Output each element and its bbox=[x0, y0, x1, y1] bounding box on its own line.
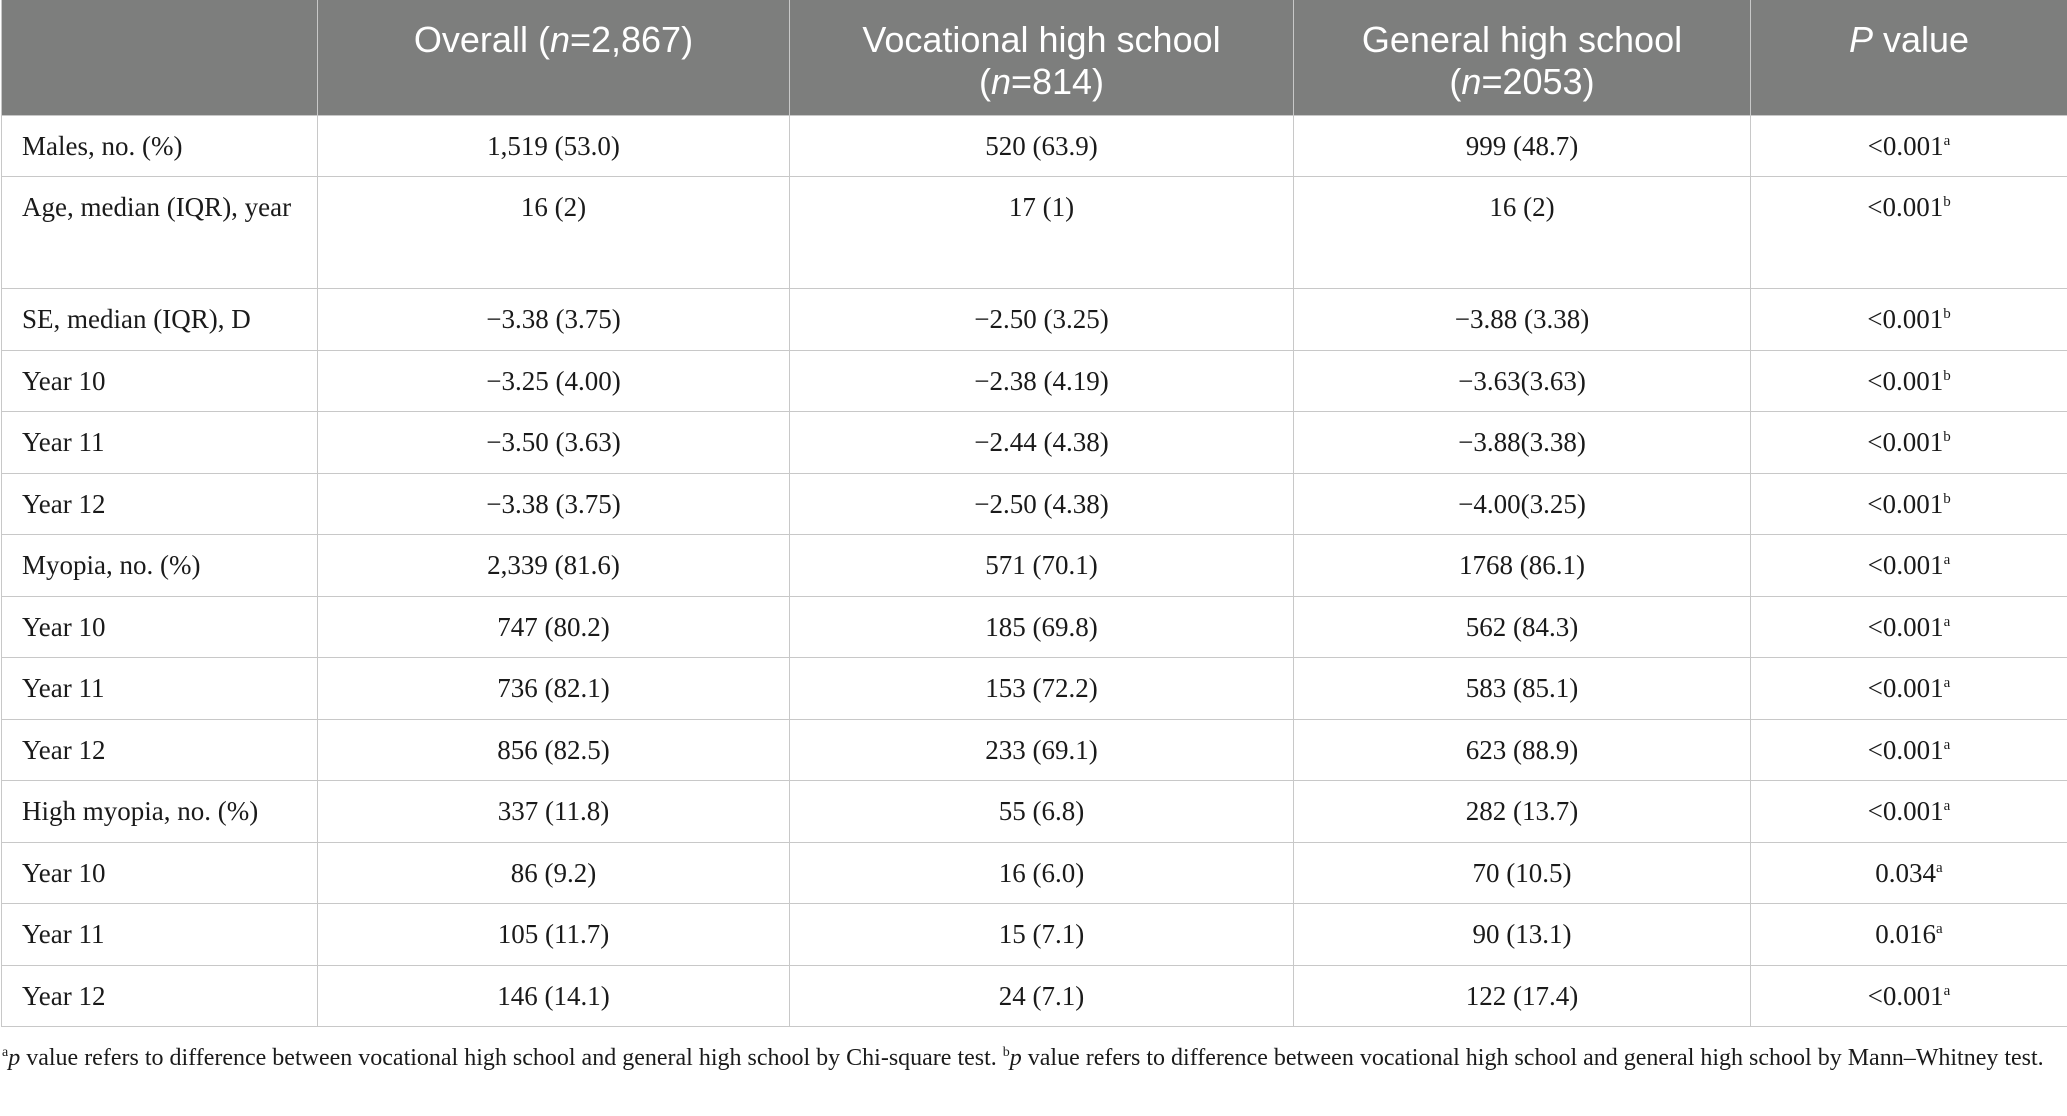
header-row bbox=[2, 0, 2067, 115]
p-value-text: <0.001 bbox=[1867, 673, 1944, 703]
header-vocational: Vocational high school (n=814) bbox=[790, 0, 1294, 115]
p-value-footnote-mark: b bbox=[1943, 429, 1951, 445]
row-label: Year 12 bbox=[2, 965, 318, 1027]
row-label: Myopia, no. (%) bbox=[2, 535, 318, 597]
p-value-text: <0.001 bbox=[1867, 427, 1944, 457]
p-value-footnote-mark: b bbox=[1943, 490, 1951, 507]
p-value-text: 0.034 bbox=[1875, 857, 1937, 888]
row-label: Year 10 bbox=[2, 596, 318, 658]
cell-vocational: 24 (7.1) bbox=[790, 965, 1294, 1027]
cell-general: 583 (85.1) bbox=[1294, 658, 1751, 720]
table-header bbox=[2, 0, 2067, 115]
p-value-text: <0.001 bbox=[1867, 980, 1944, 1011]
results-table bbox=[1, 0, 2067, 1027]
cell-vocational: 185 (69.8) bbox=[790, 596, 1294, 658]
cell-p-value bbox=[1751, 177, 2067, 289]
cell-overall: −3.38 (3.75) bbox=[318, 289, 790, 351]
cell-vocational: −2.50 (3.25) bbox=[790, 289, 1294, 351]
p-value-text: <0.001 bbox=[1867, 365, 1944, 396]
p-value-footnote-mark: a bbox=[1943, 132, 1951, 149]
table-row bbox=[2, 658, 2067, 720]
cell-overall: 337 (11.8) bbox=[318, 781, 790, 843]
cell-overall: −3.25 (4.00) bbox=[318, 350, 790, 412]
cell-general: −3.88 (3.38) bbox=[1294, 289, 1751, 351]
cell-general: 70 (10.5) bbox=[1294, 842, 1751, 904]
table-row bbox=[2, 842, 2067, 904]
cell-overall: 86 (9.2) bbox=[318, 842, 790, 904]
p-value-text: <0.001 bbox=[1867, 550, 1944, 580]
cell-vocational: −2.50 (4.38) bbox=[790, 473, 1294, 535]
cell-general: 16 (2) bbox=[1294, 177, 1751, 289]
cell-p-value bbox=[1751, 596, 2067, 658]
cell-vocational: 571 (70.1) bbox=[790, 535, 1294, 597]
p-value-footnote-mark: a bbox=[1943, 613, 1951, 630]
cell-overall: 856 (82.5) bbox=[318, 719, 790, 781]
row-label: Year 11 bbox=[2, 658, 318, 720]
cell-p-value bbox=[1751, 412, 2067, 474]
cell-p-value bbox=[1751, 965, 2067, 1027]
p-value-footnote-mark: a bbox=[1943, 736, 1951, 753]
p-value-footnote-mark: b bbox=[1943, 194, 1951, 210]
header-p-value: P value bbox=[1751, 0, 2067, 115]
table-row bbox=[2, 781, 2067, 843]
cell-vocational: −2.44 (4.38) bbox=[790, 412, 1294, 474]
p-value-text: <0.001 bbox=[1867, 130, 1944, 161]
cell-overall: −3.38 (3.75) bbox=[318, 473, 790, 535]
cell-overall: 16 (2) bbox=[318, 177, 790, 289]
row-label: Year 11 bbox=[2, 904, 318, 966]
p-value-footnote-mark: a bbox=[1943, 675, 1951, 691]
cell-p-value bbox=[1751, 535, 2067, 597]
table-row bbox=[2, 177, 2067, 289]
p-value-text: <0.001 bbox=[1867, 734, 1944, 765]
cell-vocational: 16 (6.0) bbox=[790, 842, 1294, 904]
p-value-footnote-mark: a bbox=[1936, 921, 1943, 937]
cell-overall: 146 (14.1) bbox=[318, 965, 790, 1027]
row-label: Year 12 bbox=[2, 719, 318, 781]
p-value-text: <0.001 bbox=[1867, 488, 1944, 519]
table-row bbox=[2, 115, 2067, 177]
cell-p-value bbox=[1751, 719, 2067, 781]
cell-overall: 2,339 (81.6) bbox=[318, 535, 790, 597]
table-row bbox=[2, 596, 2067, 658]
p-value-text: <0.001 bbox=[1867, 611, 1944, 642]
cell-p-value bbox=[1751, 289, 2067, 351]
row-label: Year 11 bbox=[2, 412, 318, 474]
cell-general: 90 (13.1) bbox=[1294, 904, 1751, 966]
cell-general: 562 (84.3) bbox=[1294, 596, 1751, 658]
table-row bbox=[2, 535, 2067, 597]
cell-general: 1768 (86.1) bbox=[1294, 535, 1751, 597]
table-row bbox=[2, 719, 2067, 781]
cell-vocational: 233 (69.1) bbox=[790, 719, 1294, 781]
row-label: Year 12 bbox=[2, 473, 318, 535]
cell-p-value bbox=[1751, 473, 2067, 535]
row-label: SE, median (IQR), D bbox=[2, 289, 318, 351]
row-label: High myopia, no. (%) bbox=[2, 781, 318, 843]
p-value-footnote-mark: a bbox=[1943, 552, 1951, 568]
p-value-text: <0.001 bbox=[1867, 796, 1944, 826]
table-footnote: $^a$p value refers to difference between vocational high school and general high school by Chi-square test. $^b$p value refers to difference between vocational high school and general high school by Mann–Whitney test. bbox=[2, 1045, 2044, 1071]
header-general: General high school (n=2053) bbox=[1294, 0, 1751, 115]
cell-p-value bbox=[1751, 350, 2067, 412]
cell-p-value bbox=[1751, 115, 2067, 177]
row-label: Year 10 bbox=[2, 842, 318, 904]
cell-overall: 105 (11.7) bbox=[318, 904, 790, 966]
p-value-footnote-mark: a bbox=[1943, 798, 1951, 814]
cell-vocational: 17 (1) bbox=[790, 177, 1294, 289]
cell-p-value bbox=[1751, 781, 2067, 843]
p-value-footnote-mark: a bbox=[1943, 982, 1951, 999]
header-label-column bbox=[2, 0, 318, 115]
cell-general: −3.63(3.63) bbox=[1294, 350, 1751, 412]
table-row bbox=[2, 289, 2067, 351]
cell-p-value bbox=[1751, 658, 2067, 720]
cell-vocational: 520 (63.9) bbox=[790, 115, 1294, 177]
cell-overall: −3.50 (3.63) bbox=[318, 412, 790, 474]
cell-p-value bbox=[1751, 842, 2067, 904]
cell-general: 999 (48.7) bbox=[1294, 115, 1751, 177]
cell-general: 282 (13.7) bbox=[1294, 781, 1751, 843]
cell-overall: 736 (82.1) bbox=[318, 658, 790, 720]
cell-vocational: 15 (7.1) bbox=[790, 904, 1294, 966]
table-row bbox=[2, 350, 2067, 412]
cell-general: 122 (17.4) bbox=[1294, 965, 1751, 1027]
cell-general: 623 (88.9) bbox=[1294, 719, 1751, 781]
table-body bbox=[2, 115, 2067, 1027]
p-value-footnote-mark: b bbox=[1943, 306, 1951, 322]
p-value-text: <0.001 bbox=[1867, 304, 1944, 334]
table-row bbox=[2, 473, 2067, 535]
row-label: Year 10 bbox=[2, 350, 318, 412]
cell-vocational: 153 (72.2) bbox=[790, 658, 1294, 720]
p-value-text: 0.016 bbox=[1875, 919, 1937, 949]
cell-overall: 747 (80.2) bbox=[318, 596, 790, 658]
cell-general: −3.88(3.38) bbox=[1294, 412, 1751, 474]
table-row bbox=[2, 412, 2067, 474]
cell-general: −4.00(3.25) bbox=[1294, 473, 1751, 535]
table-row bbox=[2, 965, 2067, 1027]
cell-vocational: 55 (6.8) bbox=[790, 781, 1294, 843]
cell-vocational: −2.38 (4.19) bbox=[790, 350, 1294, 412]
p-value-footnote-mark: b bbox=[1943, 367, 1951, 384]
row-label: Age, median (IQR), year bbox=[2, 177, 318, 289]
p-value-footnote-mark: a bbox=[1936, 859, 1943, 876]
row-label: Males, no. (%) bbox=[2, 115, 318, 177]
table-row bbox=[2, 904, 2067, 966]
header-overall: Overall (n=2,867) bbox=[318, 0, 790, 115]
p-value-text: <0.001 bbox=[1867, 192, 1944, 222]
cell-p-value bbox=[1751, 904, 2067, 966]
cell-overall: 1,519 (53.0) bbox=[318, 115, 790, 177]
